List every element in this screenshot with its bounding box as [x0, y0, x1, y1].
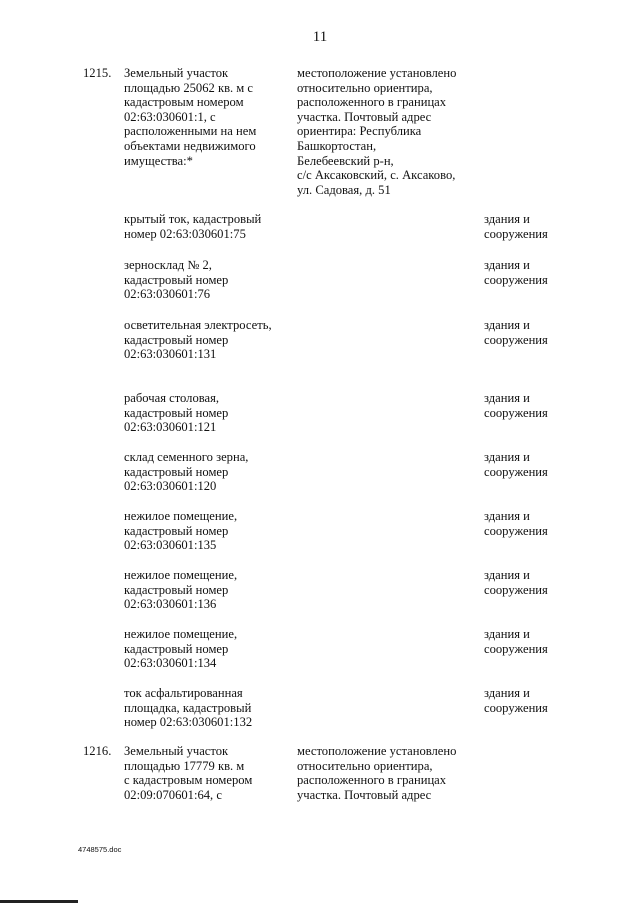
property-object-name: нежилое помещение, кадастровый номер 02:63:030601:136: [124, 568, 238, 612]
property-object-type: здания и сооружения: [484, 318, 548, 347]
property-object-type: здания и сооружения: [484, 686, 548, 715]
property-object-name: рабочая столовая, кадастровый номер 02:63:030601:121: [124, 391, 229, 435]
property-object-type: здания и сооружения: [484, 212, 548, 241]
land-plot-description: Земельный участок площадью 25062 кв. м с кадастровым номером 02:63:030601:1, с расположенными на нем объектами недвижимого имущества:*: [124, 66, 257, 168]
property-object-name: крытый ток, кадастровый номер 02:63:030601:75: [124, 212, 262, 241]
property-object-name: склад семенного зерна, кадастровый номер 02:63:030601:120: [124, 450, 249, 494]
land-plot-description: Земельный участок площадью 17779 кв. м с кадастровым номером 02:09:070601:64, с: [124, 744, 253, 802]
location-description: местоположение установлено относительно ориентира, расположенного в границах участка. Почтовый адрес: [297, 744, 457, 802]
page-number: 11: [312, 29, 328, 45]
property-object-name: осветительная электросеть, кадастровый номер 02:63:030601:131: [124, 318, 272, 362]
property-object-type: здания и сооружения: [484, 627, 548, 656]
property-object-name: зерносклад № 2, кадастровый номер 02:63:030601:76: [124, 258, 229, 302]
property-object-name: ток асфальтированная площадка, кадастровый номер 02:63:030601:132: [124, 686, 253, 730]
property-object-type: здания и сооружения: [484, 450, 548, 479]
location-description: местоположение установлено относительно ориентира, расположенного в границах участка. Почтовый адрес ориентира: Республика Башкортостан, Белебеевский р-н, с/с Аксаковский, с. Аксаково, ул. Садовая, д. 51: [297, 66, 457, 197]
property-object-type: здания и сооружения: [484, 509, 548, 538]
footer-divider: [0, 900, 78, 903]
entry-number: 1215.: [83, 66, 112, 80]
property-object-name: нежилое помещение, кадастровый номер 02:63:030601:135: [124, 509, 238, 553]
property-object-type: здания и сооружения: [484, 258, 548, 287]
property-object-type: здания и сооружения: [484, 568, 548, 597]
entry-number: 1216.: [83, 744, 112, 758]
footer-filename: 4748575.doc: [78, 845, 122, 854]
property-object-type: здания и сооружения: [484, 391, 548, 420]
property-object-name: нежилое помещение, кадастровый номер 02:63:030601:134: [124, 627, 238, 671]
